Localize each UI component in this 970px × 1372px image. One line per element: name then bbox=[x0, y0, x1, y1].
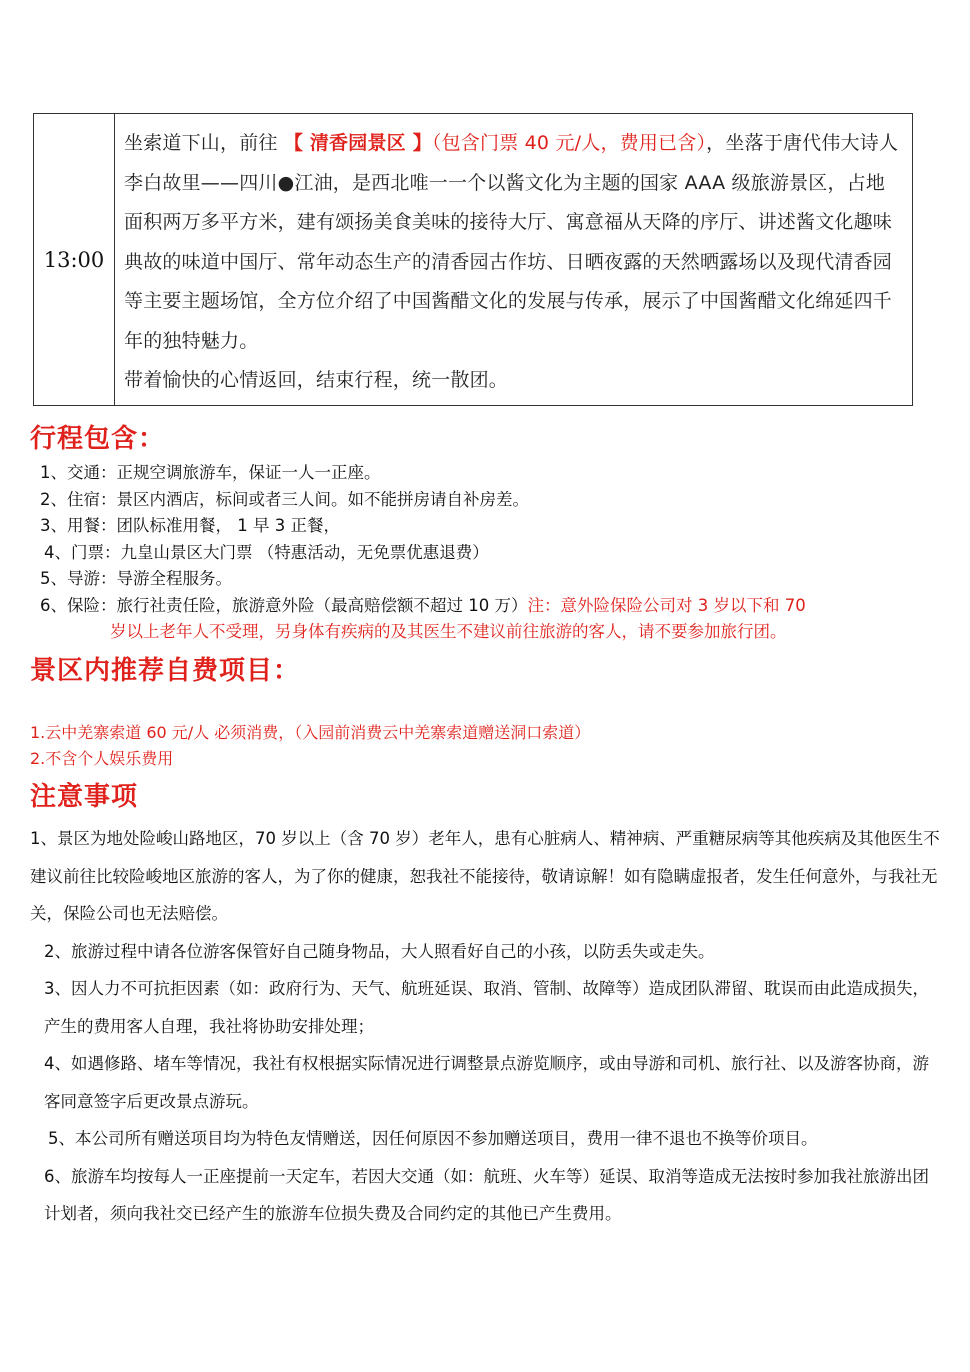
includes-heading: 行程包含： bbox=[30, 424, 166, 454]
optional-heading: 景区内推荐自费项目： bbox=[30, 656, 301, 686]
note-item: 2、旅游过程中请各位游客保管好自己随身物品，大人照看好自己的小孩，以防丢失或走失。 bbox=[44, 941, 715, 961]
insurance-note-continued: 岁以上老年人不受理，另身体有疾病的及其医生不建议前往旅游的客人，请不要参加旅行团。 bbox=[110, 622, 787, 641]
include-item: 4、门票：九皇山景区大门票 （特惠活动，无免票优惠退费） bbox=[44, 542, 489, 562]
includes-list bbox=[40, 460, 940, 646]
ticket-info: （包含门票 40 元/人，费用已含） bbox=[431, 132, 707, 154]
include-item: 3、用餐：团队标准用餐， 1 早 3 正餐， bbox=[40, 516, 340, 535]
note-item: 4、如遇修路、堵车等情况，我社有权根据实际情况进行调整景点游览顺序，或由导游和司机、旅行社、以及游客协商，游客同意签字后更改景点游玩。 bbox=[44, 1054, 929, 1111]
note-item: 6、旅游车均按每人一正座提前一天定车，若因大交通（如：航班、火车等）延误、取消等造成无法按时参加我社旅游出团计划者，须向我社交已经产生的旅游车位损失费及合同约定的其他已产生费用。 bbox=[44, 1166, 929, 1223]
itinerary-paragraph-1 bbox=[124, 124, 902, 361]
notes-heading: 注意事项 bbox=[30, 782, 139, 812]
note-item: 1、景区为地处险峻山路地区，70 岁以上（含 70 岁）老年人，患有心脏病人、精神病、严重糖尿病等其他疾病及其他医生不建议前往比较险峻地区旅游的客人，为了你的健康，恕我社不能接待，敬请谅解！如有隐瞒虚报者，发生任何意外，与我社无关，保险公司也无法赔偿。 bbox=[30, 829, 940, 923]
time-cell: 13:00 bbox=[34, 114, 115, 405]
note-item: 5、本公司所有赠送项目均为特色友情赠送，因任何原因不参加赠送项目，费用一律不退也不换等价项目。 bbox=[48, 1129, 818, 1148]
optional-list bbox=[30, 720, 930, 771]
description-cell bbox=[115, 114, 912, 405]
bracket-close: 】 bbox=[412, 132, 432, 154]
optional-item: 1.云中羌寨索道 60 元/人 必须消费，（入园前消费云中羌寨索道赠送洞口索道） bbox=[30, 723, 591, 742]
scenic-spot-name: 清香园景区 bbox=[303, 132, 413, 154]
notes-list bbox=[30, 820, 942, 1233]
itinerary-table bbox=[33, 113, 913, 406]
itinerary-lead: 坐索道下山，前往 bbox=[124, 132, 284, 154]
include-item: 5、导游：导游全程服务。 bbox=[40, 569, 232, 588]
itinerary-paragraph-2: 带着愉快的心情返回，结束行程，统一散团。 bbox=[124, 369, 509, 391]
include-item: 1、交通：正规空调旅游车，保证一人一正座。 bbox=[40, 463, 381, 482]
spot-description: ，坐落于唐代伟大诗人李白故里——四川●江油，是西北唯一一个以酱文化为主题的国家 AAA 级旅游景区，占地面积两万多平方米，建有颂扬美食美味的接待大厅、寓意福从天降的序厅、讲述酱文化趣味典故的味道中国厅、常年动态生产的清香园古作坊、日晒夜露的天然晒露场以及现代清香园等主要主题场馆，全方位介绍了中国酱醋文化的发展与传承，展示了中国酱醋文化绵延四千年的独特魅力。 bbox=[124, 132, 899, 352]
insurance-text: 6、保险：旅行社责任险，旅游意外险（最高赔偿额不超过 10 万） bbox=[40, 595, 528, 615]
optional-item: 2.不含个人娱乐费用 bbox=[30, 748, 174, 768]
insurance-note: 注：意外险保险公司对 3 岁以下和 70 bbox=[527, 595, 806, 615]
include-item: 2、住宿：景区内酒店，标间或者三人间。如不能拼房请自补房差。 bbox=[40, 489, 529, 509]
include-item-insurance bbox=[40, 593, 940, 620]
bracket-open: 【 bbox=[283, 132, 304, 154]
note-item: 3、因人力不可抗拒因素（如：政府行为、天气、航班延误、取消、管制、故障等）造成团队滞留、耽误而由此造成损失，产生的费用客人自理，我社将协助安排处理； bbox=[44, 979, 929, 1036]
